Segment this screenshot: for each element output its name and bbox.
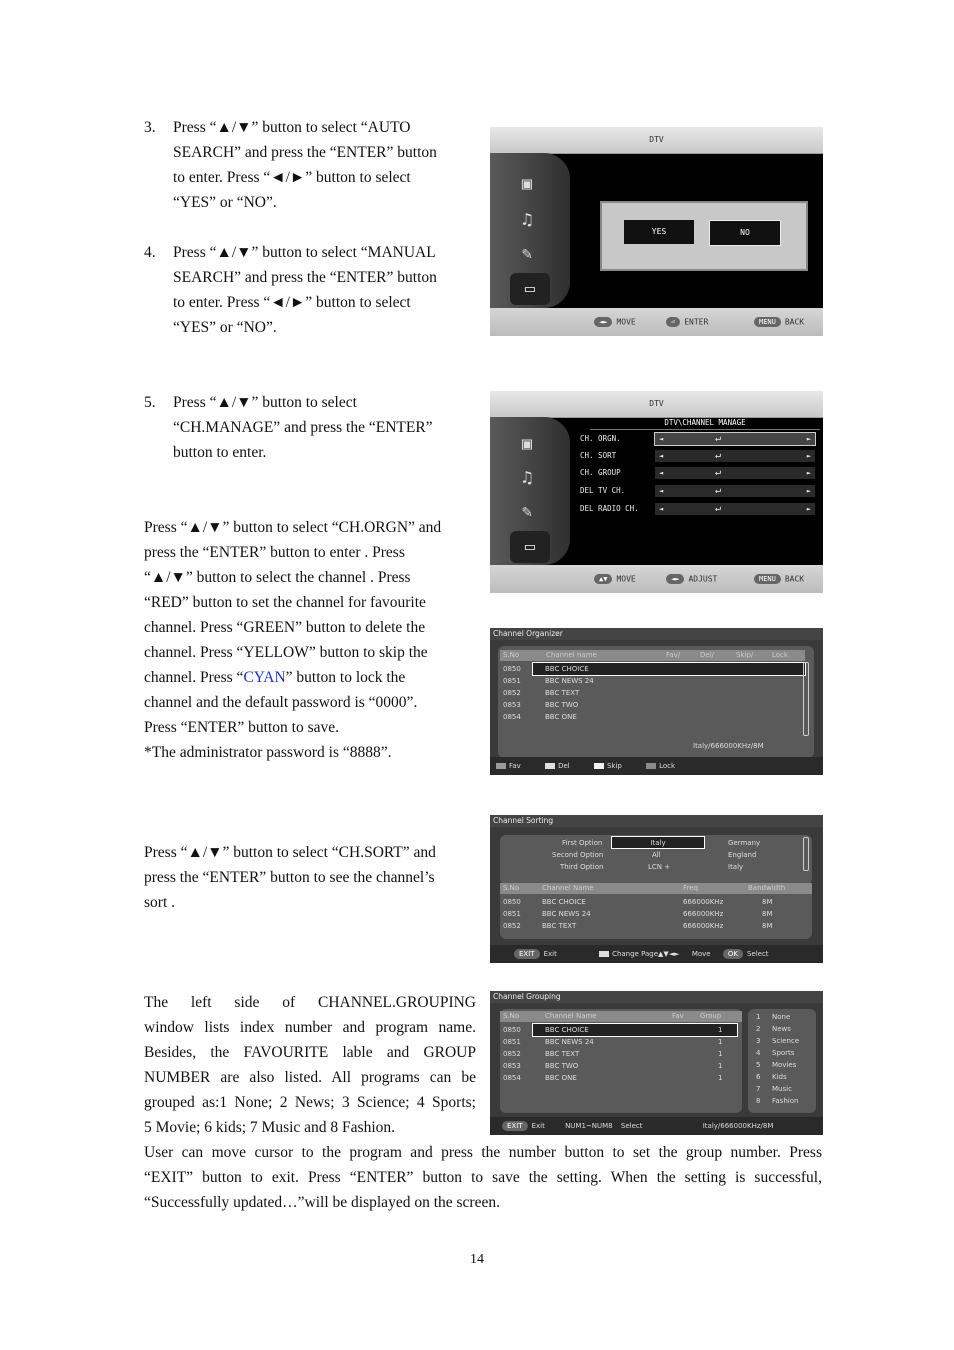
channel-manage-screenshot xyxy=(490,391,823,593)
table-header: S.No Channel name Fav/ Del/ Skip/ Lock xyxy=(500,650,805,661)
enter-key-icon: ⏎ xyxy=(666,317,680,327)
skip-swatch xyxy=(594,763,604,769)
table-row[interactable]: 0850 BBC CHOICE xyxy=(500,663,805,675)
left-arrow-icon: ◄ xyxy=(659,505,664,513)
side-menu xyxy=(490,417,570,565)
exit-key-icon: EXIT xyxy=(514,949,540,959)
channel-grouping-screenshot xyxy=(490,991,823,1135)
picture-icon: ▣ xyxy=(521,174,533,194)
table-header: S.No Channel Name Freq Bandwidth xyxy=(500,883,812,894)
list-item[interactable]: 5 Movies xyxy=(756,1061,797,1069)
list-item[interactable]: England xyxy=(728,851,757,859)
page-number: 14 xyxy=(470,1252,484,1267)
hint-bar: EXIT Exit NUM1~NUM8 Select Italy/666000KHz/8M xyxy=(490,1117,823,1135)
group-paragraph: The left side of CHANNEL.GROUPING window lists index number and program name. Besides, the FAVOURITE lable and GROUP NUMBER are also listed. All programs can be grouped as:1 None; 2 News; 3 Science; 4 Sports; 5 Movie; 6 kids; 7 Music and 8 Fashion. xyxy=(144,994,476,1136)
setup-icon: ✎ xyxy=(521,244,533,264)
table-row[interactable]: 0854 BBC ONE xyxy=(503,713,577,721)
step-text: Press “▲/▼” button to select “MANUAL SEARCH” and press the “ENTER” button to enter. Press “◄/►” button to select “YES” or “NO”. xyxy=(173,244,437,336)
legend-bar: Fav Del Skip Lock xyxy=(490,757,823,775)
freq-info: Italy/666000KHz/8M xyxy=(693,742,764,750)
window-title: Channel Organizer xyxy=(490,628,823,640)
hint-bar: EXIT Exit Change Page▲▼◄► Move OK Select xyxy=(490,945,823,963)
table-row[interactable]: 0851 BBC NEWS 24 xyxy=(503,677,594,685)
left-arrow-icon: ◄ xyxy=(659,435,664,443)
hint-bar: ◄► MOVE ⏎ ENTER MENU BACK xyxy=(490,308,823,336)
music-icon: ♫ xyxy=(521,210,533,230)
list-item[interactable]: 2 News xyxy=(756,1025,791,1033)
left-arrow-icon: ◄ xyxy=(659,469,664,477)
menu-item-ch-orgn[interactable]: CH. ORGN. ◄ ↵ ► xyxy=(580,432,816,446)
step-number: 4. xyxy=(144,244,156,261)
list-item[interactable]: Italy xyxy=(728,863,744,871)
table-row[interactable]: 0853 BBC TWO 1 xyxy=(503,1062,723,1070)
picture-icon: ▣ xyxy=(521,434,533,454)
right-arrow-icon: ► xyxy=(806,469,811,477)
leftright-key-icon: ◄► xyxy=(666,574,684,584)
enter-arrow-icon: ↵ xyxy=(715,433,722,444)
table-header: S.No Channel Name Fav Group xyxy=(500,1011,742,1022)
list-item[interactable]: 7 Music xyxy=(756,1085,792,1093)
orgn-paragraph: Press “▲/▼” button to select “CH.ORGN” and press the “ENTER” button to enter . Press “▲/▼” button to select the channel . Press “RED” button to set the channel for favourite channel. Press “GREEN” button to delete the channel. Press “YELLOW” button to skip the channel. Press “CYAN” button to lock the channel and the default password is “0000”. Press “ENTER” button to save. *The administrator password is “8888”. xyxy=(144,519,442,761)
enter-arrow-icon: ↵ xyxy=(715,503,722,514)
exit-key-icon: EXIT xyxy=(502,1121,528,1131)
sort-option[interactable]: First Option Italy xyxy=(530,837,710,849)
right-arrow-icon: ► xyxy=(806,452,811,460)
music-icon: ♫ xyxy=(521,468,533,488)
left-arrow-icon: ◄ xyxy=(659,487,664,495)
scrollbar[interactable] xyxy=(803,837,809,871)
right-arrow-icon: ► xyxy=(806,505,811,513)
menu-item-del-radio[interactable]: DEL RADIO CH. ◄ ↵ ► xyxy=(580,502,816,516)
list-item[interactable]: 8 Fashion xyxy=(756,1097,799,1105)
tv-icon: ▭ xyxy=(510,531,550,563)
list-item[interactable]: Germany xyxy=(728,839,761,847)
confirm-dialog xyxy=(600,201,808,271)
group-paragraph-cont: User can move cursor to the program and press the number button to set the group number. Press “EXIT” button to exit. Press “ENTER” button to save the setting. When the setting is successful, “Successfully updated…”will be displayed on the screen. xyxy=(144,1144,822,1211)
side-menu xyxy=(490,153,570,308)
menu-key-icon: MENU xyxy=(754,574,781,584)
step-text: Press “▲/▼” button to select “CH.MANAGE” and press the “ENTER” button to enter. xyxy=(173,394,433,461)
menu-item-del-tv[interactable]: DEL TV CH. ◄ ↵ ► xyxy=(580,484,816,498)
yes-button[interactable]: YES xyxy=(624,220,694,244)
sort-option[interactable]: Third Option LCN + xyxy=(560,863,671,871)
list-item[interactable]: 3 Science xyxy=(756,1037,800,1045)
menu-subtitle: DTV\CHANNEL MANAGE xyxy=(590,417,820,430)
fav-swatch xyxy=(496,763,506,769)
list-item[interactable]: 1 None xyxy=(756,1013,791,1021)
screen-title: DTV xyxy=(490,127,823,154)
screen-title: DTV xyxy=(490,391,823,418)
right-arrow-icon: ► xyxy=(806,435,811,443)
enter-arrow-icon: ↵ xyxy=(715,450,722,461)
enter-arrow-icon: ↵ xyxy=(715,467,722,478)
left-arrow-icon: ◄ xyxy=(659,452,664,460)
no-button[interactable]: NO xyxy=(709,220,781,246)
scrollbar[interactable] xyxy=(803,662,809,736)
channel-sorting-screenshot xyxy=(490,815,823,963)
menu-key-icon: MENU xyxy=(754,317,781,327)
list-item[interactable]: 4 Sports xyxy=(756,1049,795,1057)
dtv-search-screenshot xyxy=(490,127,823,336)
step-number: 3. xyxy=(144,119,156,136)
updown-key-icon: ▲▼ xyxy=(594,574,612,584)
lock-swatch xyxy=(646,763,656,769)
table-row[interactable]: 0854 BBC ONE 1 xyxy=(503,1074,723,1082)
channel-organizer-screenshot xyxy=(490,628,823,775)
menu-item-ch-group[interactable]: CH. GROUP ◄ ↵ ► xyxy=(580,466,816,480)
table-row[interactable]: 0850 BBC CHOICE 666000KHz 8M xyxy=(503,898,773,906)
page-key-icon xyxy=(599,951,609,957)
table-row[interactable]: 0852 BBC TEXT xyxy=(503,689,580,697)
hint-bar: ▲▼ MOVE ◄► ADJUST MENU BACK xyxy=(490,565,823,593)
ok-key-icon: OK xyxy=(723,949,743,959)
move-key-icon: ◄► xyxy=(594,317,612,327)
setup-icon: ✎ xyxy=(521,502,533,522)
step-number: 5. xyxy=(144,394,156,411)
window-title: Channel Grouping xyxy=(490,991,823,1003)
enter-arrow-icon: ↵ xyxy=(715,485,722,496)
table-row[interactable]: 0850 BBC CHOICE 1 xyxy=(500,1024,742,1036)
table-row[interactable]: 0852 BBC TEXT 1 xyxy=(503,1050,723,1058)
window-title: Channel Sorting xyxy=(490,815,823,827)
table-row[interactable]: 0851 BBC NEWS 24 1 xyxy=(503,1038,723,1046)
list-item[interactable]: 6 Kids xyxy=(756,1073,787,1081)
del-swatch xyxy=(545,763,555,769)
right-arrow-icon: ► xyxy=(806,487,811,495)
tv-icon: ▭ xyxy=(510,273,550,305)
table-row[interactable]: 0852 BBC TEXT 666000KHz 8M xyxy=(503,922,773,930)
channel-table xyxy=(500,650,805,740)
step-text: Press “▲/▼” button to select “AUTO SEARCH” and press the “ENTER” button to enter. Press “◄/►” button to select “YES” or “NO”. xyxy=(173,119,437,211)
cyan-word: CYAN xyxy=(243,669,286,686)
menu-item-ch-sort[interactable]: CH. SORT ◄ ↵ ► xyxy=(580,449,816,463)
sort-paragraph: Press “▲/▼” button to select “CH.SORT” and press the “ENTER” button to see the channel’s sort . xyxy=(144,844,436,911)
table-row[interactable]: 0851 BBC NEWS 24 666000KHz 8M xyxy=(503,910,773,918)
table-row[interactable]: 0853 BBC TWO xyxy=(503,701,579,709)
sort-option[interactable]: Second Option All xyxy=(552,851,661,859)
